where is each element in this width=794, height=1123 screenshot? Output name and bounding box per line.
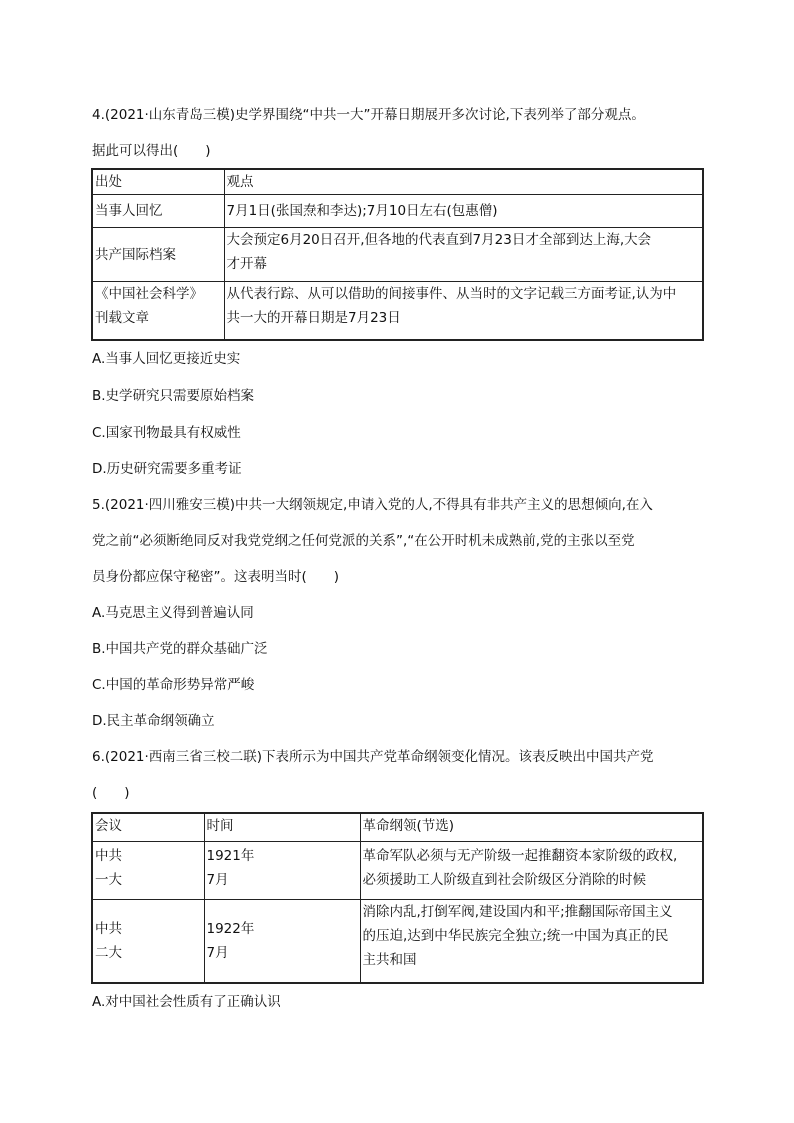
q5-option-b: B.中国共产党的群众基础广泛 [92,641,268,657]
header-source: 出处 [92,169,224,195]
row-time: 1922年 7月 [204,899,360,983]
table-row [92,899,703,983]
table-row [92,195,703,228]
q4-option-a: A.当事人回忆更接近史实 [92,351,241,367]
q6-stem-line-1: 6.(2021·西南三省三校二联)下表所示为中国共产党革命纲领变化情况。该表反映出中国共产党 [92,749,654,765]
q5-stem-line-2: 党之前“必须断绝同反对我党党纲之任何党派的关系”,“在公开时机未成熟前,党的主张以至党 [92,533,635,549]
q4-table [91,168,704,341]
table-row [92,282,703,340]
header-view: 观点 [224,169,703,195]
q4-option-c: C.国家刊物最具有权威性 [92,425,241,441]
row-time: 1921年 7月 [204,841,360,899]
q5-option-a: A.马克思主义得到普遍认同 [92,605,254,621]
q5-option-d: D.民主革命纲领确立 [92,713,215,729]
header-program: 革命纲领(节选) [360,813,703,841]
row-view: 大会预定6月20日召开,但各地的代表直到7月23日才全部到达上海,大会 才开幕 [224,228,703,282]
row-view: 7月1日(张国焘和李达);7月10日左右(包惠僧) [224,195,703,228]
header-time: 时间 [204,813,360,841]
q4-stem-line-1: 4.(2021·山东青岛三模)史学界围绕“中共一大”开幕日期展开多次讨论,下表列举了部分观点。 [92,107,645,123]
q5-stem-line-1: 5.(2021·四川雅安三模)中共一大纲领规定,申请入党的人,不得具有非共产主义的思想倾向,在入 [92,497,653,513]
row-source: 共产国际档案 [92,228,224,282]
q6-option-a: A.对中国社会性质有了正确认识 [92,994,281,1010]
table-row [92,841,703,899]
row-view: 从代表行踪、从可以借助的间接事件、从当时的文字记载三方面考证,认为中 共一大的开幕日期是7月23日 [224,282,703,340]
header-meeting: 会议 [92,813,204,841]
q5-option-c: C.中国的革命形势异常严峻 [92,677,255,693]
q6-stem-line-2: ( ) [92,785,130,801]
row-program: 消除内乱,打倒军阀,建设国内和平;推翻国际帝国主义 的压迫,达到中华民族完全独立;统一中国为真正的民 主共和国 [360,899,703,983]
q6-table [91,812,704,984]
row-meeting: 中共 二大 [92,899,204,983]
row-source: 《中国社会科学》 刊载文章 [92,282,224,340]
q4-stem-line-2: 据此可以得出( ) [92,143,211,159]
q4-option-d: D.历史研究需要多重考证 [92,461,242,477]
row-source: 当事人回忆 [92,195,224,228]
q4-option-b: B.史学研究只需要原始档案 [92,388,255,404]
table-header-row [92,169,703,195]
table-row [92,228,703,282]
table-header-row [92,813,703,841]
row-program: 革命军队必须与无产阶级一起推翻资本家阶级的政权, 必须援助工人阶级直到社会阶级区分消除的时候 [360,841,703,899]
row-meeting: 中共 一大 [92,841,204,899]
q5-stem-line-3: 员身份都应保守秘密”。这表明当时( ) [92,569,340,585]
